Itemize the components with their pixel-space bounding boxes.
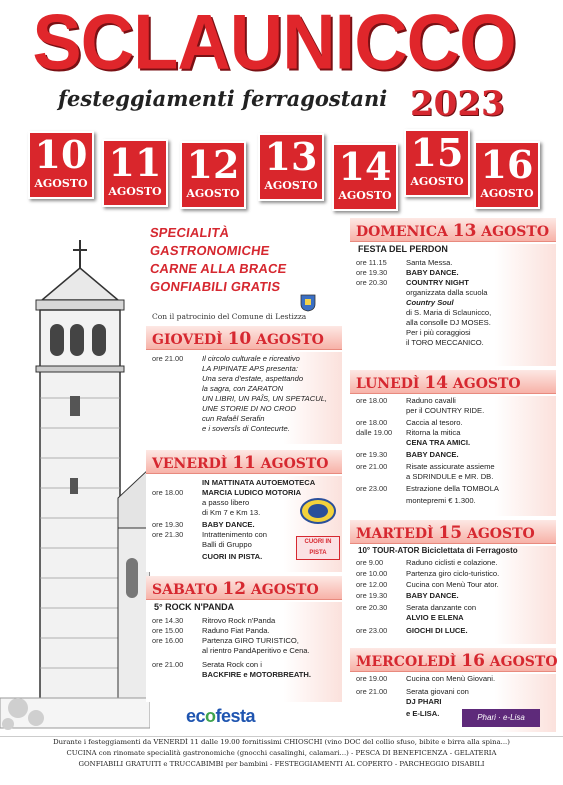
event-desc: CENA TRA AMICI.	[406, 438, 471, 447]
date-box-14	[332, 143, 398, 211]
event-desc: Partenza GIRO TURISTICO,	[202, 636, 299, 645]
date-num: 12	[186, 142, 240, 187]
event-desc: Una sera d'estate, aspettando	[202, 374, 304, 383]
event-time: ore 16.00	[152, 636, 184, 645]
date-month: AGOSTO	[34, 177, 88, 190]
event-desc: Serata Rock con i	[202, 660, 262, 669]
event-time: ore 12.00	[356, 580, 388, 589]
event-desc: e E-LISA.	[406, 709, 440, 718]
event-desc: Country Soul	[406, 298, 454, 307]
event-time: ore 23.00	[356, 484, 388, 493]
patronage-note: Con il patrocinio del Comune di Lestizza	[152, 312, 307, 321]
event-desc: Serata danzante con	[406, 603, 477, 612]
panel-header	[350, 648, 556, 672]
event-time: ore 9.00	[356, 558, 384, 567]
date-box-16	[474, 141, 540, 209]
panel-header	[350, 218, 556, 242]
panel-header	[146, 326, 342, 350]
event-time: ore 23.00	[356, 626, 388, 635]
event-desc: BABY DANCE.	[202, 520, 255, 529]
event-time: ore 18.00	[356, 396, 388, 405]
date-month: AGOSTO	[480, 187, 534, 200]
panel-body	[350, 396, 556, 516]
event-desc: GIOCHI DI LUCE.	[406, 626, 468, 635]
date-month: AGOSTO	[338, 189, 392, 202]
event-time: ore 10.00	[356, 569, 388, 578]
event-time: ore 11.15	[356, 258, 387, 267]
panel-tuesday	[350, 520, 556, 644]
weekday: MERCOLEDÌ	[356, 654, 457, 670]
day-number: 13	[452, 221, 477, 241]
event-heading-text: 5° ROCK N'PANDA	[154, 602, 235, 612]
event-desc: IN MATTINATA AUTOEMOTECA	[202, 478, 316, 487]
ecofesta-logo	[186, 706, 255, 727]
event-desc: Per i più coraggiosi	[406, 328, 471, 337]
specialty-line: GASTRONOMICHE	[149, 243, 271, 258]
event-desc: BABY DANCE.	[406, 268, 459, 277]
date-month: AGOSTO	[108, 185, 162, 198]
event-desc: Raduno cavalli	[406, 396, 456, 405]
specialties-list	[150, 224, 350, 296]
event-desc: BABY DANCE.	[406, 450, 459, 459]
day-number: 14	[424, 373, 448, 393]
month: AGOSTO	[260, 456, 329, 472]
date-num: 11	[108, 140, 162, 185]
ecofesta-part: ec	[186, 706, 206, 726]
event-desc: Raduno Fiat Panda.	[202, 626, 270, 635]
ecofesta-part: festa	[215, 706, 256, 726]
date-num: 14	[338, 144, 392, 189]
event-desc: Serata giovani con	[406, 687, 469, 696]
event-time: ore 19.30	[152, 520, 184, 529]
event-desc: BACKFIRE e MOTORBREATH.	[202, 670, 311, 679]
event-desc: e i soversîs di Contecurte.	[202, 424, 290, 433]
panel-header	[146, 450, 342, 474]
poster-subtitle: festeggiamenti ferragostani	[58, 86, 388, 111]
day-number: 12	[222, 579, 247, 599]
event-desc: CUORI IN PISTA.	[202, 552, 263, 561]
event-time: ore 21.00	[152, 354, 184, 363]
event-desc: Il circolo culturale e ricreativo	[202, 354, 300, 363]
event-desc: alla consolle DJ MOSES.	[406, 318, 491, 327]
panel-body	[146, 602, 342, 702]
poster-title: SCLAUNICCO	[32, 0, 516, 86]
weekday: LUNEDÌ	[356, 376, 420, 392]
panel-monday	[350, 370, 556, 516]
event-desc: ALVIO E ELENA	[406, 613, 464, 622]
event-heading-text: FESTA DEL PERDON	[358, 244, 448, 254]
event-desc: di Km 7 e Km 13.	[202, 508, 261, 517]
date-box-10	[28, 131, 94, 199]
specialty-line: GONFIABILI GRATIS	[149, 279, 282, 294]
event-desc: UNE STORIE DI NO CROD	[202, 404, 296, 413]
event-time: ore 19.00	[356, 674, 388, 683]
event-desc: Intrattenimento con	[202, 530, 268, 539]
event-desc: Caccia al tesoro.	[406, 418, 463, 427]
footer-line: GONFIABILI GRATUITI e TRUCCABIMBI per bambini - FESTEGGIAMENTI AL COPERTO - PARCHEGGIO DISABILI	[78, 760, 485, 768]
bell-tower-illustration	[0, 228, 150, 740]
date-num: 13	[264, 134, 318, 179]
date-num: 10	[34, 132, 88, 177]
month: AGOSTO	[256, 332, 324, 348]
panel-body	[146, 352, 342, 444]
event-time: ore 21.30	[152, 530, 184, 539]
event-desc: DJ PHARI	[406, 697, 442, 706]
day-number: 16	[461, 651, 485, 671]
event-desc: Risate assicurate assieme	[406, 462, 495, 471]
event-desc: Raduno ciclisti e colazione.	[406, 558, 498, 567]
panel-day-label	[356, 373, 521, 393]
ecofesta-part: o	[205, 706, 216, 726]
date-month: AGOSTO	[186, 187, 240, 200]
event-desc: Cucina con Menù Tour ator.	[406, 580, 499, 589]
weekday: DOMENICA	[356, 224, 448, 240]
marcia-logo-icon	[300, 498, 336, 524]
event-time: ore 18.00	[356, 418, 388, 427]
specialty-line: SPECIALITÀ	[149, 225, 231, 240]
month: AGOSTO	[466, 526, 535, 542]
event-time: ore 21.00	[356, 462, 388, 471]
day-number: 15	[438, 523, 463, 543]
event-desc: Cucina con Menù Giovani.	[406, 674, 496, 683]
event-desc: Ritrovo Rock n'Panda	[202, 616, 276, 625]
date-box-11	[102, 139, 168, 207]
footer-notes	[0, 736, 563, 785]
phari-elisa-logo: Phari · e-Lisa	[462, 709, 540, 727]
event-heading-text: 10° TOUR-ATOR Biciclettata di Ferragosto	[358, 546, 518, 555]
event-time: ore 19.30	[356, 268, 388, 277]
weekday: SABATO	[152, 582, 218, 598]
event-time: ore 14.30	[152, 616, 184, 625]
weekday: GIOVEDÌ	[152, 332, 223, 348]
event-desc: Santa Messa.	[406, 258, 453, 267]
panel-header	[350, 370, 556, 394]
event-desc: UN LIBRI, UN PAÎS, UN SPETACUL,	[202, 394, 328, 403]
panel-day-label	[152, 579, 319, 599]
panel-day-label	[356, 651, 558, 671]
month: AGOSTO	[489, 654, 558, 670]
event-time: ore 20.30	[356, 603, 388, 612]
event-desc: LA PIPINATE APS presenta:	[202, 364, 298, 373]
weekday: MARTEDÌ	[356, 526, 434, 542]
event-desc: a passo libero	[202, 498, 250, 507]
month: AGOSTO	[481, 224, 550, 240]
event-desc: BABY DANCE.	[406, 591, 459, 600]
event-time: ore 20.30	[356, 278, 388, 287]
date-box-13	[258, 133, 324, 201]
event-desc: MARCIA LUDICO MOTORIA	[202, 488, 302, 497]
event-time: dalle 19.00	[356, 428, 393, 437]
weekday: VENERDÌ	[152, 456, 228, 472]
event-desc: cun Rafaêl Serafin	[202, 414, 265, 423]
panel-day-label	[356, 221, 549, 241]
footer-line: Durante i festeggiamenti da VENERDÌ 11 dalle 19.00 fornitissimi CHIOSCHI (vino DOC del collio sfuso, bibite e birra alla spina...)	[53, 738, 510, 746]
event-desc: Balli di Gruppo	[202, 540, 252, 549]
panel-day-label	[356, 523, 535, 543]
event-desc: il TORO MECCANICO.	[406, 338, 484, 347]
panel-day-label	[152, 329, 324, 349]
specialty-line: CARNE ALLA BRACE	[149, 261, 288, 276]
event-desc: Partenza giro ciclo-turistico.	[406, 569, 500, 578]
event-time: ore 19.30	[356, 591, 388, 600]
panel-body	[350, 244, 556, 366]
date-num: 16	[480, 142, 534, 187]
footer-line: CUCINA con rinomate specialità gastronomiche (gnocchi casalinghi, calamari...) - PESCA DI BENEFICENZA - GELATERIA	[66, 749, 497, 757]
event-time: ore 18.00	[152, 488, 184, 497]
event-desc: Ritorna la mitica	[406, 428, 461, 437]
event-desc: a SDRINDULE e MR. DB.	[406, 472, 494, 481]
panel-saturday	[146, 576, 342, 702]
event-time: ore 21.00	[356, 687, 388, 696]
event-desc: di S. Maria di Sclaunicco,	[406, 308, 492, 317]
date-box-12	[180, 141, 246, 209]
event-desc: Estrazione della TOMBOLA	[406, 484, 499, 493]
day-number: 10	[227, 329, 252, 349]
event-desc: la sagra, con ZARATON	[202, 384, 284, 393]
event-desc: organizzata dalla scuola	[406, 288, 488, 297]
date-strip	[0, 125, 563, 217]
event-desc: per il COUNTRY RIDE.	[406, 406, 485, 415]
day-number: 11	[232, 453, 256, 473]
cuori-in-pista-logo: CUORI IN PISTA	[296, 536, 340, 560]
month: AGOSTO	[250, 582, 319, 598]
event-time: ore 21.00	[152, 660, 184, 669]
panel-header	[350, 520, 556, 544]
event-time: ore 19.30	[356, 450, 388, 459]
date-month: AGOSTO	[410, 175, 464, 188]
event-time: ore 15.00	[152, 626, 184, 635]
panel-thursday	[146, 326, 342, 444]
event-desc: montepremi € 1.300.	[406, 496, 476, 505]
panel-day-label	[152, 453, 329, 473]
event-desc: COUNTRY NIGHT	[406, 278, 469, 287]
date-month: AGOSTO	[264, 179, 318, 192]
event-desc: al rientro PandAperitivo e Cena.	[202, 646, 310, 655]
date-box-15	[404, 129, 470, 197]
panel-sunday	[350, 218, 556, 366]
date-num: 15	[410, 130, 464, 175]
panel-body	[350, 546, 556, 644]
poster-year: 2023	[410, 84, 505, 124]
month: AGOSTO	[452, 376, 521, 392]
municipality-crest-icon	[300, 294, 316, 312]
panel-header	[146, 576, 342, 600]
panel-friday	[146, 450, 342, 572]
